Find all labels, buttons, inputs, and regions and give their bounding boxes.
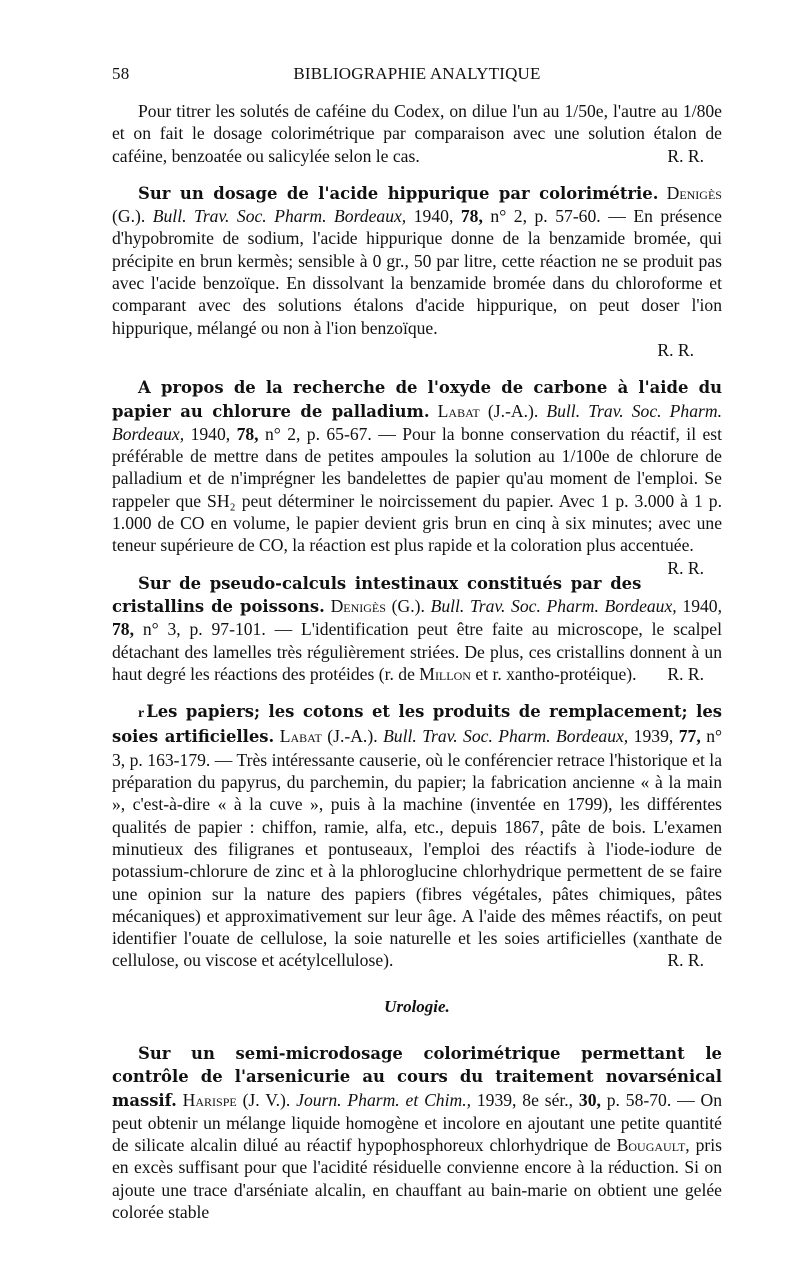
author-initials: (J.-A.).: [487, 400, 539, 421]
abstract-text: — Très intéressante causerie, où le conférencier retrace l'historique et la préparation du papyrus, du parchemin, du papier; la fabrication ancienne « à la main », c'est-à-dire « à la cuve », puis à la machine (inventée en 1799), les différentes qualités de papier : chiffon, ramie, alfa, etc., depuis 1867, pâte de bois. L'examen minutieux des filigranes et pontuseaux, l'emploi des réactifs à l'iode-iodure de potassium-chlorure de zinc et à la phloroglucine chlorhydrique permettent de se faire une opinion sur la nature des papiers (fibres végétales, pâtes chimiques, pâtes mécaniques) et approximativement sur leur âge. A l'aide des mêmes réactifs, on peut identifier l'ouate de cellulose, la soie naturelle et les soies artificielles (xanthate de cellulose, ou viscose et acétylcellulose).: [112, 749, 722, 971]
author-name: Denigès: [666, 182, 722, 203]
running-title: BIBLIOGRAPHIE ANALYTIQUE: [293, 64, 541, 83]
journal-name: Bull. Trav. Soc. Pharm. Bordeaux,: [152, 206, 407, 227]
margin-mark: r: [138, 706, 145, 722]
author-name: Labat: [437, 400, 480, 421]
cited-name: Bougault,: [616, 1135, 690, 1156]
reference: n° 3, p. 97-101.: [142, 619, 266, 640]
journal-name: Journ. Pharm. et Chim.,: [296, 1089, 471, 1110]
author-initials: (J.-A.).: [327, 726, 378, 747]
volume: 30,: [578, 1089, 601, 1110]
article-title: Sur de pseudo-calculs intestinaux constitués par des cristallins de poissons.: [112, 573, 642, 616]
abstract-text: et r. xantho-protéique).: [475, 663, 637, 684]
article-title: Sur un dosage de l'acide hippurique par colorimétrie.: [138, 183, 659, 203]
reference: n° 2, p. 65-67.: [264, 423, 372, 444]
author-name: Harispe: [182, 1089, 237, 1110]
reference: p. 58-70.: [606, 1089, 672, 1110]
section-heading: Urologie.: [384, 996, 450, 1016]
abstract-paragraph: [112, 376, 723, 578]
author-initials: (G.).: [112, 206, 146, 227]
article-title: A propos de la recherche de l'oxyde de carbone à l'aide du papier au chlorure de palladium.: [112, 378, 722, 421]
page-header: [112, 64, 722, 88]
volume: 78,: [460, 206, 483, 227]
page-number: 58: [112, 64, 130, 83]
signature: R. R.: [667, 663, 704, 684]
journal-name: Bull. Trav. Soc. Pharm. Bordeaux,: [430, 595, 677, 616]
author-initials: (J. V.).: [242, 1089, 291, 1110]
year: 1940,: [682, 595, 722, 616]
year: 1939,: [476, 1089, 517, 1110]
volume: 78,: [112, 619, 134, 640]
year: 1939,: [633, 726, 674, 747]
volume: 77,: [678, 726, 701, 747]
abstract-paragraph: [112, 1042, 722, 1223]
abstract-text: — Pour la bonne conservation du réactif, il est préférable de mettre dans de petites ampoules la solution au 1/100e de chlorure de palladium et de n'imprégner les bandelettes de papier qu'au moment de l'emploi. Se rappeler que SH₂ peut déterminer le noircissement du papier. Avec 1 p. 3.000 à 1 p. 1.000 de CO en volume, le papier devient gris brun en cinq à six minutes; avec une teneur supérieure de CO, la réaction est plus rapide et la coloration plus accentuée.: [112, 423, 723, 556]
abstract-paragraph: [112, 182, 722, 339]
abstract-text: — En présence d'hypobromite de sodium, l'acide hippurique donne de la benzamide bromée, qui précipite en brun kermès; sensible à 0 gr., 50 par litre, cette réaction ne se produit pas avec l'acide benzoïque. En dissolvant la benzamide bromée dans du chloroforme et comparant avec des solutions étalons d'acide hippurique, on peut doser l'ion hippurique, mélangé ou non à l'ion benzoïque.: [112, 206, 722, 338]
reference: n° 3, p. 163-179.: [112, 726, 723, 770]
signature: R. R.: [667, 145, 704, 166]
abstract-text: pris en excès suffisant pour que l'acidité résiduelle convienne encore à la réduction. Si on ajoute une trace d'arséniate alcalin, en chauffant au bain-marie on obtient une gelée colorée stable: [112, 1135, 722, 1223]
cited-name: Millon: [419, 663, 471, 684]
abstract-paragraph: [112, 572, 722, 685]
author-name: Labat: [279, 726, 322, 747]
abstract-text: — L'identification peut être faite au microscope, le scalpel détachant des lamelles très régulièrement striées. De plus, ces cristallins donnent à un haut degré les réactions des protéides (r. de: [112, 619, 722, 684]
volume: 78,: [236, 423, 259, 444]
year: 1940,: [190, 423, 231, 444]
signature: R. R.: [667, 950, 704, 971]
journal-name: Bull. Trav. Soc. Pharm. Bordeaux,: [112, 400, 722, 444]
page-content: [112, 100, 722, 1223]
journal-name: Bull. Trav. Soc. Pharm. Bordeaux,: [383, 726, 629, 747]
signature: R. R.: [657, 339, 694, 360]
article-title: Les papiers; les cotons et les produits de remplacement; les soies artificielles.: [112, 702, 722, 747]
abstract-paragraph: [112, 700, 722, 972]
abstract-paragraph: [112, 100, 722, 167]
author-initials: (G.).: [391, 595, 425, 616]
year: 1940,: [413, 206, 454, 227]
series: 8e sér.,: [522, 1089, 574, 1110]
reference: n° 2, p. 57-60.: [490, 206, 601, 227]
signature: R. R.: [667, 557, 704, 578]
article-title: Sur un semi-microdosage colorimétrique permettant le contrôle de l'arsenicurie au cours du traitement novarsénical massif.: [112, 1043, 722, 1110]
abstract-text: — On peut obtenir un mélange liquide homogène et incolore en ajoutant une petite quantité de silicate alcalin dilué au réactif hypophosphoreux chlorhydrique de: [112, 1089, 723, 1156]
author-name: Denigès: [330, 595, 386, 616]
abstract-text: Pour titrer les solutés de caféine du Codex, on dilue l'un au 1/50e, l'autre au 1/80e et on fait le dosage colorimétrique par comparaison avec une solution étalon de caféine, benzoatée ou salicylée selon le cas.: [112, 101, 722, 166]
